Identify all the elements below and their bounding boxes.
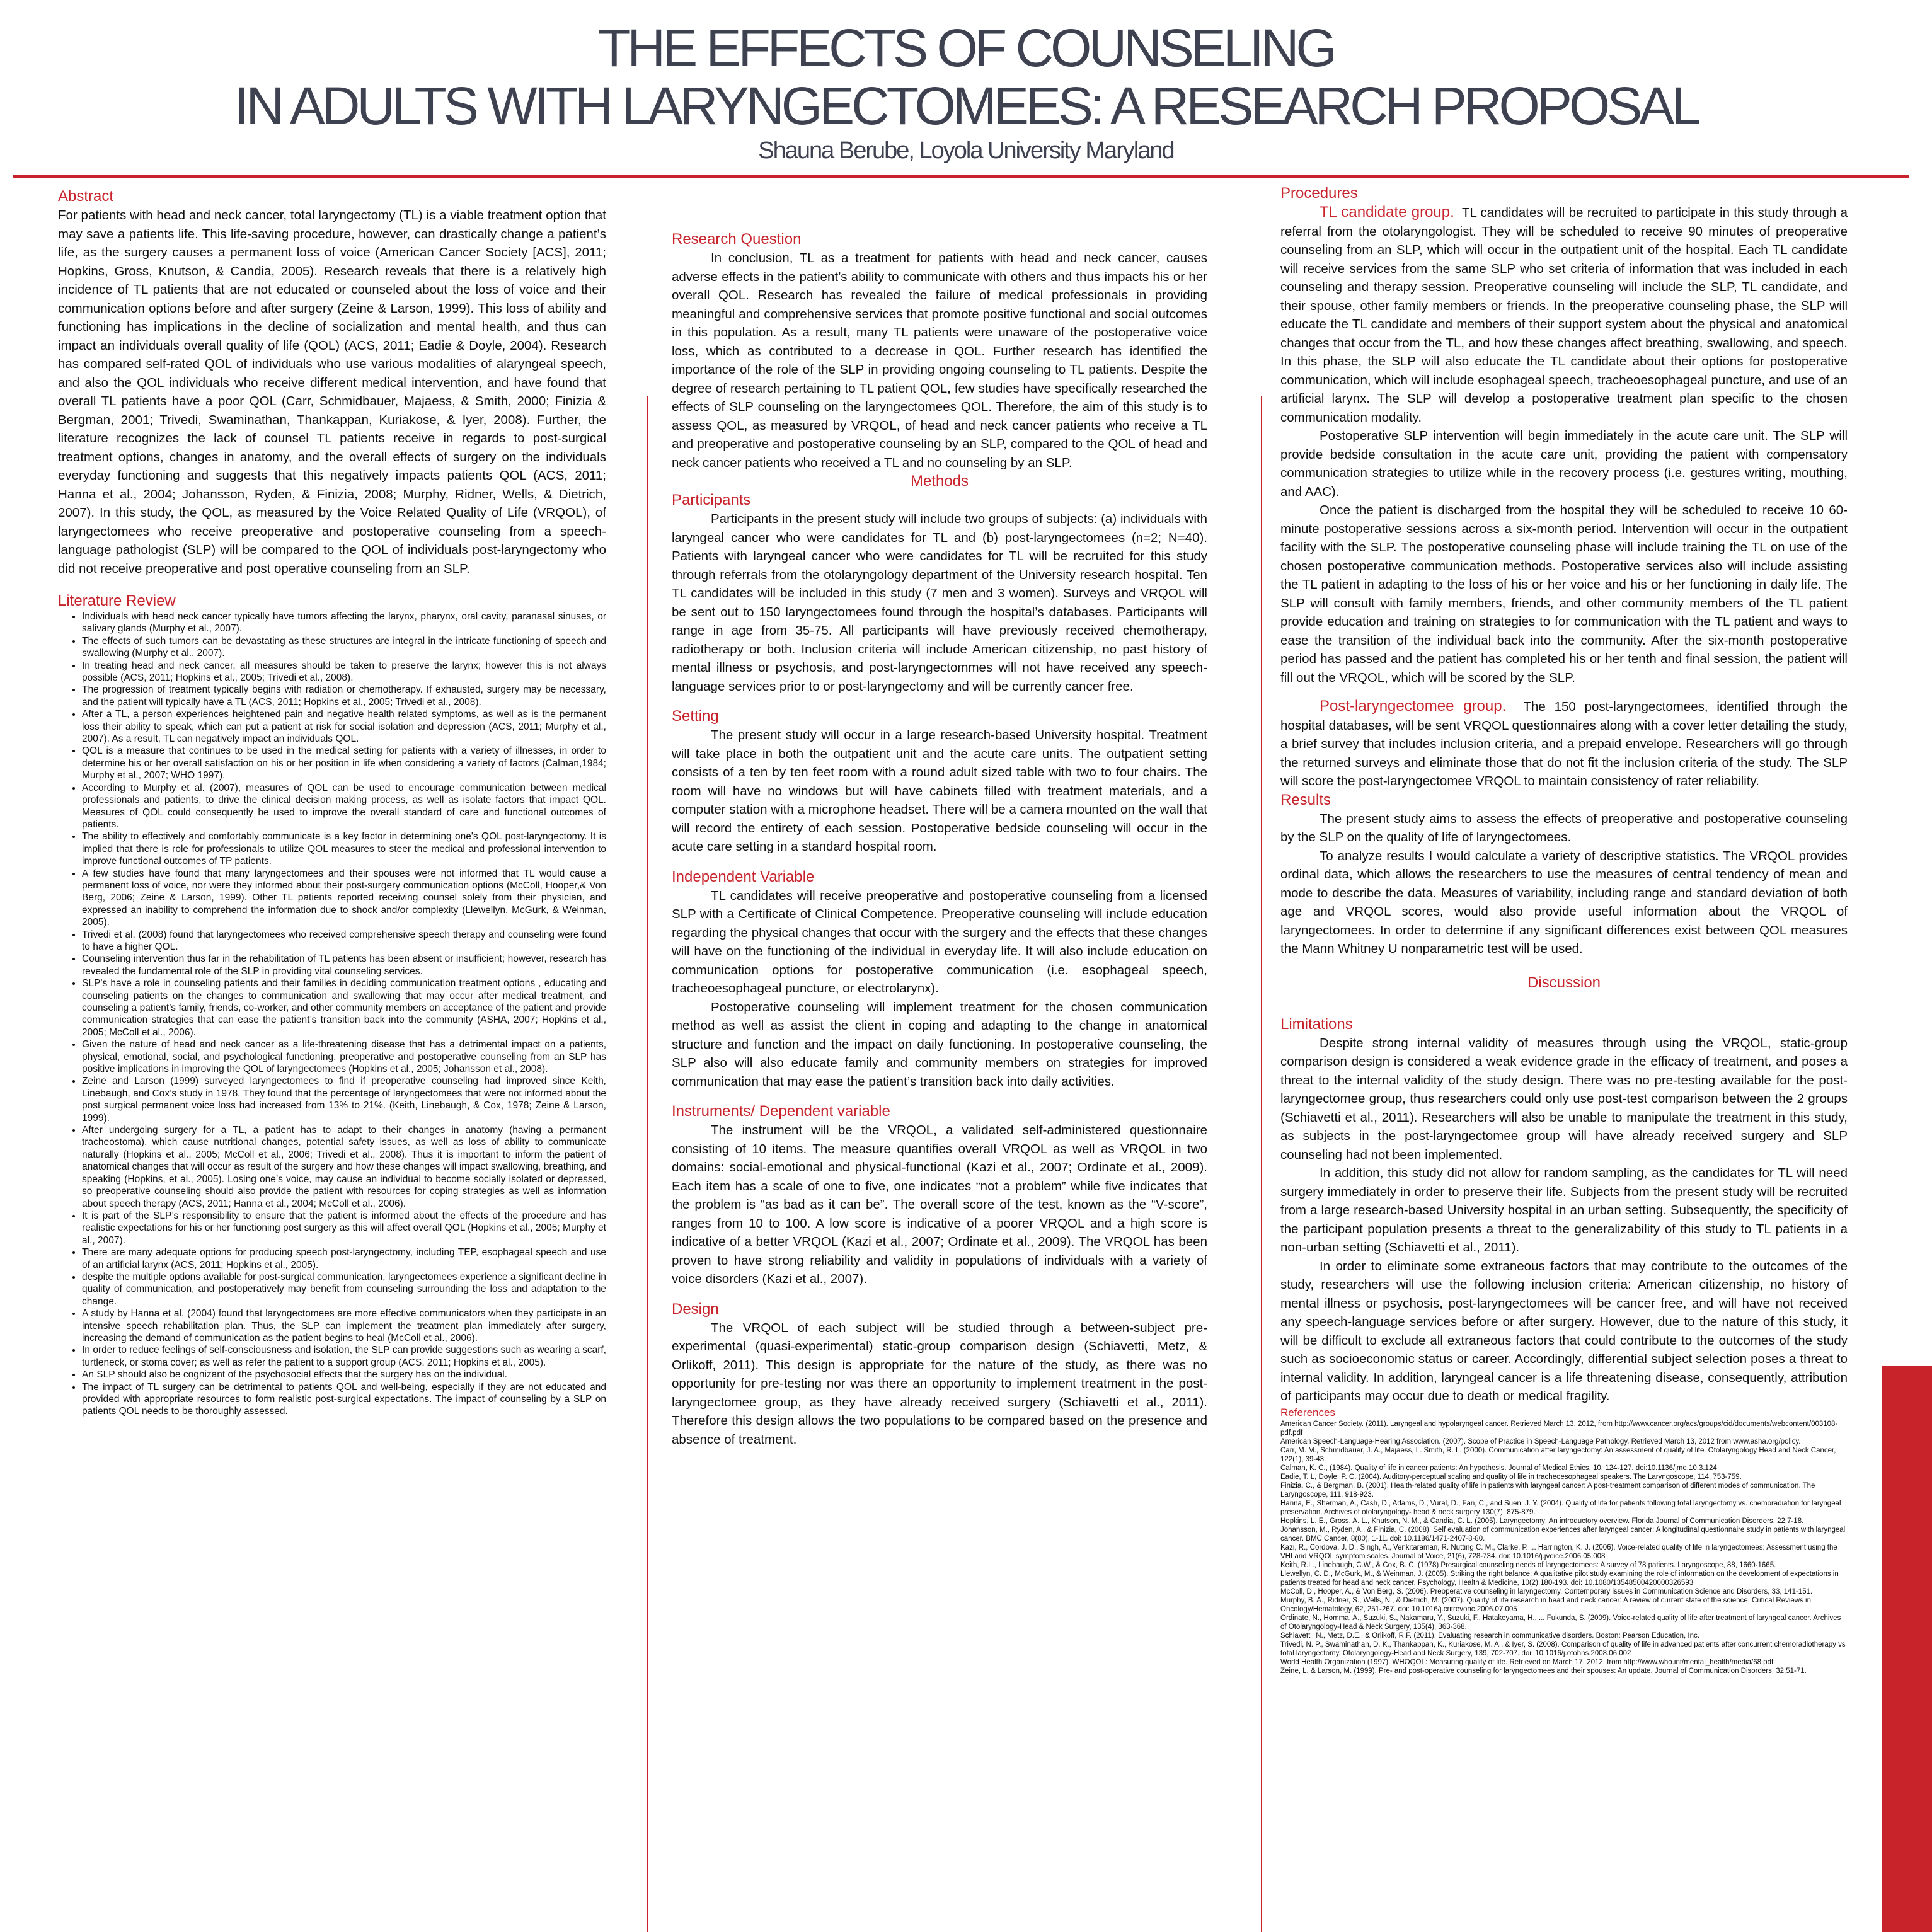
literature-review-item: • There are many adequate options for producing speech post-laryngectomy, including TEP, esophageal speech and use of an artificial larynx (ACS, 2011; Hopkins et al., 2005). (82, 1246, 606, 1271)
literature-review-item: • It is part of the SLP’s responsibility to ensure that the patient is informed about the effects of the procedure and has realistic expectations for his or her functioning post surgery as this will affect overall QOL (Hopkins et al., 2005; Murphy et al., 2007). (82, 1210, 606, 1246)
instruments-text: The instrument will be the VRQOL, a validated self-administered questionnaire consisting of 10 items. The measure quantifies overall VRQOL as well as VRQOL in two domains: social-emotional and physical-functional (Kazi et al., 2007; Ordinate et al., 2009). Each item has a scale of one to five, one indicates “not a problem” while five indicates that the problem is “as bad as it can be”. The overall score of the test, known as the “V-score”, ranges from 10 to 100. A low score is indicative of a poorer VRQOL and a high score is indicative of a better VRQOL (Kazi et al., 2007; Ordinate et al., 2009). The VRQOL has been proven to have strong reliability and validity in populations of individuals with a variety of voice disorders (Kazi et al., 2007). (672, 1123, 1207, 1286)
literature-review-item: • After undergoing surgery for a TL, a patient has to adapt to their changes in anatomy (having a permanent tracheostoma), which cause nutritional changes, potential safety issues, as well as loss of ability to communicate naturally (Hopkins et al., 2005; McColl et al., 2006; Trivedi et al., 2008). Thus it is important to inform the patient of anatomical changes that will occur as result of the surgery and how these changes will impact swallowing, breathing, and speaking (Hopkins, et al., 2005). Losing one’s voice, may cause an individual to become socially isolated or depressed, so preoperative counseling should also provide the patient with resources for coping strategies as well as information about speech therapy (ACS, 2011; Hanna et al., 2004; McColl et al., 2006). (82, 1124, 606, 1210)
limitations-text-1: Despite strong internal validity of measures through using the VRQOL, static-group comparison design is considered a weak evidence grade in the efficacy of treatment, and poses a threat to the internal validity of the study design. There was no pre-testing available for the post-laryngectomee group, thus researchers could only use post-test comparison between the 2 groups (Schiavetti et al., 2011). Researchers will also be unable to manipulate the treatment in this study, as subjects in the post-laryngectomee group will have already received surgery and SLP counseling had not been implemented. (1280, 1035, 1848, 1162)
reference-item: Keith, R.L., Linebaugh, C.W., & Cox, B. C. (1978) Presurgical counseling needs of laryngectomees: A survey of 78 patients. Laryngoscope, 88, 1660-1665. (1280, 1561, 1776, 1569)
post-laryngectomee-text: The 150 post-laryngectomees, identified through the hospital databases, will be sent VRQOL questionnaires along with a cover letter detailing the study, a brief survey that includes inclusion criteria, and a prepaid envelope. Researchers will go through the returned surveys and eliminate those that do not fit the inclusion criteria of the study. The SLP will score the post-laryngectomee VRQOL to maintain consistency of rater reliability. (1280, 699, 1848, 788)
post-laryngectomee-paragraph (1280, 697, 1848, 791)
poster-title-line-1: THE EFFECTS OF COUNSELING (598, 18, 1334, 78)
research-question-text: In conclusion, TL as a treatment for patients with head and neck cancer, causes adverse effects in the patient’s ability to communicate with others and thus impacts his or her overall QOL. Research has revealed the failure of medical professionals in providing meaningful and comprehensive services that promote positive functional and social outcomes in this population. As a result, many TL patients were unaware of the postoperative voice loss, which as contributed to a decrease in QOL. Further research has identified the importance of the role of the SLP in providing ongoing counseling to TL patients. Despite the degree of research pertaining to TL patient QOL, few studies have specifically researched the effects of SLP counseling on the laryngectomees QOL. Therefore, the aim of this study is to assess QOL, as measured by VRQOL, of head and neck cancer patients who receive a TL and preoperative and postoperative counseling by an SLP, compared to the QOL of head and neck cancer patients who received a TL and no counseling by an SLP. (672, 251, 1207, 470)
literature-review-item: • A few studies have found that many laryngectomees and their spouses were not informed that TL would cause a permanent loss of voice, nor were they informed about their post-surgery communication options (McColl, Hooper,& Von Berg, 2006; Zeine & Larson, 1999). Other TL patients reported receiving counsel solely from their physician, and expressed an inability to comprehend the information due to shock and/or complexity (Llewellyn, McGurk, & Weinman, 2005). (82, 868, 606, 929)
column-left (58, 187, 606, 1418)
literature-review-item: • According to Murphy et al. (2007), measures of QOL can be used to encourage communication between medical professionals and patients, to drive the clinical decision making process, as well as isolate factors that impact QOL. Measures of QOL could consequently be used to improve the overall standard of care and functional outcomes of patients. (82, 782, 606, 831)
design-text: The VRQOL of each subject will be studied through a between-subject pre-experimental (quasi-experimental) static-group comparison design (Schiavetti, Metz, & Orlikoff, 2011). This design is appropriate for the nature of the study, as there was no opportunity for pre-testing nor was there an opportunity to implement treatment in the post-laryngectomee group, as they have already received surgery (Schiavetti et al., 2011). Therefore this design allows the two populations to be compared based on the presence and absence of treatment. (672, 1320, 1207, 1447)
reference-item: Kazi, R., Cordova, J. D., Singh, A., Venkitaraman, R. Nutting C. M., Clarke, P. ... Harrington, K. J. (2006). Voice-related quality of life in laryngectomees: Assessment using the VHI and VRQOL symptom scales. Journal of Voice, 21(6), 728-734. doi: 10.1016/j.jvoice.2006.05.008 (1280, 1543, 1837, 1560)
post-laryngectomee-label: Post-laryngectomee group. (1320, 698, 1507, 715)
reference-item: Zeine, L. & Larson, M. (1999). Pre- and post-operative counseling for laryngectomees and their spouses: An update. Journal of Communication Disorders, 32,51-71. (1280, 1667, 1807, 1675)
author-line: Shauna Berube, Loyola University Maryland (758, 137, 1174, 164)
reference-item: Trivedi, N. P., Swaminathan, D. K., Thankappan, K., Kuriakose, M. A., & Iyer, S. (2008). Comparison of quality of life in advanced patients after concurrent chemoradiotherapy vs total laryngectomy. Otolaryngology-Head and Neck Surgery, 139, 702-707. doi: 10.1016/j.otohns.2008.06.002 (1280, 1640, 1846, 1657)
column-right (1280, 184, 1848, 1676)
limitations-text-2: In addition, this study did not allow for random sampling, as the candidates for TL will need surgery immediately in order to preserve their life. Subjects from the present study will be recruited from a large research-based University hospital in an urban setting. Subsequently, the specificity of the participant population presents a threat to the generalizability of this study to TL patients in a non-urban setting (Schiavetti et al., 2011). (1280, 1166, 1848, 1255)
literature-review-item: • despite the multiple options available for post-surgical communication, laryngectomees experience a significant decline in quality of communication, and postoperatively may benefit from counseling surrounding the loss and adaptation to the change. (82, 1271, 606, 1308)
red-edge-bar (1882, 1366, 1932, 1932)
procedures-heading: Procedures (1280, 185, 1358, 202)
literature-review-item: • The impact of TL surgery can be detrimental to patients QOL and well-being, especially if they are not educated and provided with appropriate resources to form realistic post-surgical expectations. The impact of counseling by a SLP on patients QOL needs to be thoroughly assessed. (82, 1381, 606, 1418)
setting-heading: Setting (672, 708, 719, 725)
literature-review-item: • After a TL, a person experiences heightened pain and negative health related symptoms, as well as is the permanent loss their ability to speak, which can put a patient at risk for social isolation and depression (ACS, 2011; Murphy et al., 2007). As a result, TL can negatively impact an individuals QOL. (82, 708, 606, 745)
abstract-heading: Abstract (58, 188, 114, 205)
reference-item: American Cancer Society. (2011). Laryngeal and hypolaryngeal cancer. Retrieved March 13, 2012, from http://www.cancer.org/acs/groups/cid/documents/webcontent/003108-pdf.pdf (1280, 1420, 1838, 1437)
setting-text: The present study will occur in a large research-based University hospital. Treatment will take place in both the outpatient unit and the acute care units. The outpatient setting consists of a ten by ten feet room with a round adult sized table with two to four chairs. The room will have no windows but will have cabinets filled with treatment materials, and a computer station with a microphone headset. There will be a camera mounted on the wall that will record the entirety of each session. Postoperative bedside counseling will occur in the acute care setting in a standard hospital room. (672, 728, 1207, 854)
column-divider-left (647, 396, 648, 1932)
methods-heading: Methods (910, 473, 969, 490)
literature-review-item: • QOL is a measure that continues to be used in the medical setting for patients with a variety of illnesses, in order to determine his or her overall satisfaction on his or her position in life when considering a variety of factors (Calman,1984; Murphy et al., 2007; WHO 1997). (82, 745, 606, 781)
limitations-heading: Limitations (1280, 1015, 1353, 1033)
literature-review-item: • Zeine and Larson (1999) surveyed laryngectomees to find if preoperative counseling had improved since Keith, Linebaugh, and Cox’s study in 1978. They found that the percentage of laryngectomees that were not informed about the post surgical permanent voice loss had increased from 13% to 21%. (Keith, Linebaugh, & Cox, 1978; Zeine & Larson, 1999). (82, 1075, 606, 1124)
references-list (1280, 1420, 1848, 1676)
design-heading: Design (672, 1300, 719, 1318)
literature-review-item: • The progression of treatment typically begins with radiation or chemotherapy. If exhausted, surgery may be necessary, and the patient will typically have a TL (ACS, 2011; Hopkins et al., 2005; Trivedi et al., 2008). (82, 684, 606, 708)
references-heading: References (1280, 1406, 1335, 1418)
results-text-1: The present study aims to assess the effects of preoperative and postoperative counseling by the SLP on the quality of life of laryngectomees. (1280, 811, 1848, 844)
reference-item: McColl, D., Hooper, A., & Von Berg, S. (2006). Preoperative counseling in laryngectomy. Contemporary issues in Communication Science and Disorders, 33, 141-151. (1280, 1587, 1813, 1596)
participants-heading: Participants (672, 492, 751, 509)
literature-review-item: • Trivedi et al. (2008) found that laryngectomees who received comprehensive speech therapy and counseling were found to have a higher QOL. (82, 929, 606, 953)
reference-item: Schiavetti, N., Metz, D.E., & Orlikoff, R.F. (2011). Evaluating research in communicative disorders. Boston: Pearson Education, Inc. (1280, 1631, 1699, 1640)
independent-variable-text-1: TL candidates will receive preoperative and postoperative counseling from a licensed SLP with a Certificate of Clinical Competence. Preoperative counseling will include education regarding the physical changes that occur with the surgery and the effects that these changes will have on the functioning of the individual in everyday life. It will also include education on communication options for postoperative communication (i.e. esophageal speech, tracheoesophageal puncture, or electrolarynx). (672, 888, 1207, 996)
literature-review-item: • The ability to effectively and comfortably communicate is a key factor in determining one's QOL post-laryngectomy. It is implied that there is role for professionals to utilize QOL measures to steer the medical and professional intervention to improve functional outcomes of TP patients. (82, 831, 606, 867)
literature-review-item: • Counseling intervention thus far in the rehabilitation of TL patients has been absent or insufficient; however, research has revealed the fundamental role of the SLP in providing vital counseling services. (82, 953, 606, 977)
literature-review-item: • Given the nature of head and neck cancer as a life-threatening disease that has a detrimental impact on a patients, physical, emotional, social, and psychological functioning, preoperative and postoperative counseling from an SLP has positive implications in improving the QOL of laryngectomees (Hopkins et al., 2005; Johansson et al., 2008). (82, 1038, 606, 1075)
literature-review-item: • In order to reduce feelings of self-consciousness and isolation, the SLP can provide suggestions such as wearing a scarf, turtleneck, or stoma cover; as well as refer the patient to a support group (ACS, 2011; Hopkins et al., 2005). (82, 1344, 606, 1369)
discharge-text: Once the patient is discharged from the hospital they will be scheduled to receive 10 60-minute postoperative sessions across a six-month period. Intervention will occur in the outpatient facility with the SLP. The postoperative counseling phase will include training the TL on use of the chosen postoperative communication methods. Postoperative services also will include assisting the TL patient in adapting to the loss of his or her voice and his or her functioning in daily life. The SLP will consult with family members, friends, and other community members of the TL patient provide education and training on strategies to for communication with the TL patient and ways to ease the transition of the individual back into the community. After the six-month postoperative period has passed and the patient has completed his or her tenth and final session, the patient will fill out the VRQOL, which will be scored by the SLP. (1280, 503, 1848, 685)
reference-item: Johansson, M., Ryden, A., & Finizia, C. (2008). Self evaluation of communication experiences after laryngeal cancer: A longitudinal questionnaire study in patients with laryngeal cancer. BMC Cancer, 8(80), 1-11. doi: 10.1186/1471-2407-8-80. (1280, 1526, 1846, 1543)
tl-candidate-paragraph (1280, 203, 1848, 427)
reference-item: Hopkins, L. E., Gross, A. L., Knutson, N. M., & Candia, C. L. (2005). Laryngectomy: An introductory overview. Florida Journal of Communication Disorders, 22,7-18. (1280, 1517, 1804, 1525)
reference-item: Ordinate, N., Homma, A., Suzuki, S., Nakamaru, Y., Suzuki, F., Hatakeyama, H., ... Fukunda, S. (2009). Voice-related quality of life after treatment of laryngeal cancer. Archives of Otolaryngology-Head & Neck Surgery, 135(4), 363-368. (1280, 1614, 1841, 1631)
reference-item: Eadie, T. L, Doyle, P. C. (2004). Auditory-perceptual scaling and quality of life in tracheoesophageal speakers. The Laryngoscope, 114, 753-759. (1280, 1473, 1742, 1481)
postoperative-text: Postoperative SLP intervention will begin immediately in the acute care unit. The SLP will provide bedside consultation in the acute care unit, providing the patient with compensatory communication strategies to utilize while in the recovery process (i.e. gestures writing, mouthing, and AAC). (1280, 428, 1848, 499)
tl-candidate-text: TL candidates will be recruited to participate in this study through a referral from the otolaryngologist. They will be scheduled to receive 90 minutes of preoperative counseling from an SLP, which will occur in the outpatient unit of the hospital. Each TL candidate will receive services from the same SLP who set criteria of information that was included in each counseling and therapy session. Preoperative counseling will include the SLP, TL candidate, and their spouse, other family members or friends. In the preoperative counseling phase, the SLP will educate the TL candidate and members of their support system about the physical and anatomical changes that occur from the TL, and how these changes affect breathing, swallowing, and speech. In this phase, the SLP will also educate the TL candidate about their options for postoperative communication, which will include esophageal speech, tracheoesophageal puncture, and use of an artificial larynx. The SLP will develop a postoperative treatment plan specific to the chosen communication modality. (1280, 205, 1848, 425)
literature-review-item: • In treating head and neck cancer, all measures should be taken to preserve the larynx; however this is not always possible (ACS, 2011; Hopkins et al., 2005; Trivedi et al., 2008). (82, 660, 606, 684)
literature-review-list (58, 611, 606, 1418)
independent-variable-text-2: Postoperative counseling will implement treatment for the chosen communication method as well as assist the client in coping and adapting to the change in anatomical structure and function and the impact on daily functioning. In postoperative counseling, the SLP also will also educate family and community members on strategies for improved communication that may ease the patient’s transition back into daily activities. (672, 999, 1207, 1089)
instruments-heading: Instruments/ Dependent variable (672, 1103, 890, 1120)
literature-review-item: • Individuals with head neck cancer typically have tumors affecting the larynx, pharynx, oral cavity, paranasal sinuses, or salivary glands (Murphy et al., 2007). (82, 611, 606, 635)
reference-item: World Health Organization (1997). WHOQOL: Measuring quality of life. Retrieved on March 17, 2012, from http://www.who.int/mental_health/media/68.pdf (1280, 1658, 1774, 1666)
reference-item: Carr, M. M., Schmidbauer, J. A., Majaess, L. Smith, R. L. (2000). Communication after laryngectomy: An assessment of quality of life. Otolaryngology Head and Neck Cancer, 122(1), 39-43. (1280, 1446, 1836, 1463)
literature-review-item: • A study by Hanna et al. (2004) found that laryngectomees are more effective communicators when they participate in an intensive speech rehabilitation plan. Thus, the SLP can implement the treatment plan immediately after surgery, increasing the demand of communication as the patient begins to heal (McColl et al., 2006). (82, 1308, 606, 1344)
reference-item: Finizia, C., & Bergman, B. (2001). Health-related quality of life in patients with laryngeal cancer: A post-treatment comparison of different modes of communication. The Laryngoscope, 111, 918-923. (1280, 1481, 1815, 1498)
column-middle (672, 230, 1207, 1449)
poster-title-line-2: IN ADULTS WITH LARYNGECTOMEES: A RESEARCH PROPOSAL (234, 76, 1698, 135)
header-divider (13, 175, 1909, 178)
abstract-text: For patients with head and neck cancer, total laryngectomy (TL) is a viable treatment option that may save a patients life. This life-saving procedure, however, can drastically change a patient’s life, as the surgery causes a permanent loss of voice (American Cancer Society [ACS], 2011; Hopkins, Gross, Knutson, & Candia, 2005). Research reveals that there is a relatively high incidence of TL patients that are not educated or counseled about the loss of voice and their communication options before and after surgery (Zeine & Larson, 1999). This loss of ability and functioning has implications in the decline of socialization and mental health, and thus can impact an individuals overall quality of life (QOL) (ACS, 2011; Eadie & Doyle, 2004). Research has compared self-rated QOL of individuals who use various modalities of alaryngeal speech, and also the QOL individuals who receive different medical intervention, and have found that overall TL patients have a poor QOL (Carr, Schmidbauer, Majaess, & Smith, 2000; Finizia & Bergman, 2001; Trivedi, Swaminathan, Thankappan, Kuriakose, & Iyer, 2008). Further, the literature recognizes the lack of counsel TL patients receive in regards to post-surgical treatment options, changes in anatomy, and the overall effects of surgery on the individuals everyday functioning and suggests that this negatively impacts patients QOL (ACS, 2011; Hanna et al., 2004; Johansson, Ryden, & Finizia, 2008; Murphy, Ridner, Wells, & Dietrich, 2007). In this study, the QOL, as measured by the Voice Related Quality of Life (VRQOL), of laryngectomees who receive preoperative and postoperative counseling from a speech-language pathologist (SLP) will be compared to the QOL of individuals post-laryngectomy who did not receive preoperative and post operative counseling from an SLP. (58, 208, 606, 576)
reference-item: Murphy, B. A., Ridner, S., Wells, N., & Dietrich, M. (2007). Quality of life research in head and neck cancer: A review of current state of the science. Critical Reviews in Oncology/Hematology, 62, 251-267. doi: 10.1016/j.critrevonc.2006.07.005 (1280, 1596, 1811, 1613)
reference-item: Hanna, E., Sherman, A., Cash, D., Adams, D., Vural, D., Fan, C., and Suen, J. Y. (2004). Quality of life for patients following total laryngectomy vs. chemoradiation for laryngeal preservation. Archives of otolaryngology- head & neck surgery 130(7), 875-879. (1280, 1499, 1841, 1516)
independent-variable-heading: Independent Variable (672, 868, 815, 885)
reference-item: American Speech-Language-Hearing Association. (2007). Scope of Practice in Speech-Language Pathology. Retrieved March 13, 2012 from www.asha.org/policy. (1280, 1437, 1801, 1446)
column-divider-right (1261, 396, 1262, 1932)
literature-review-item: • SLP’s have a role in counseling patients and their families in deciding communication treatment options , educating and counseling patients on the changes to communication and swallowing that may occur after medical treatment, and counseling a patient’s family, friends, co-worker, and other community members on acceptance of the patient and provide communication strategies that can ease the patient’s transition back into the community (ASHA, 2007; Hopkins et al., 2005; McColl et al., 2006). (82, 977, 606, 1038)
tl-candidate-label: TL candidate group. (1320, 204, 1454, 221)
results-text-2: To analyze results I would calculate a variety of descriptive statistics. The VRQOL provides ordinal data, which allows the researchers to use the measures of central tendency of mean and mode to describe the data. Measures of variability, including range and standard deviation of both age and VRQOL scores, would also provide useful information about the VRQOL of laryngectomees. In order to determine if any significant differences exist between QOL measures the Mann Whitney U nonparametric test will be used. (1280, 848, 1848, 956)
participants-text: Participants in the present study will include two groups of subjects: (a) individuals with laryngeal cancer who were candidates for TL and (b) post-laryngectomees (n=2; N=40). Patients with laryngeal cancer who were candidates for TL will be recruited for this study through referrals from the otolaryngology department of the University research hospital. Ten TL candidates will be included in this study (7 men and 3 women). Surveys and VRQOL will be sent out to 150 laryngectomees found through the hospital’s databases. Participants will range in age from 35-75. All participants will have previously received chemotherapy, radiotherapy or both. Inclusion criteria will include American citizenship, no past history of mental illness or psychosis, and post-laryngectommes will not have received any speech-language services prior to or post-laryngectomy and will be currently cancer free. (672, 512, 1207, 694)
literature-review-item: • The effects of such tumors can be devastating as these structures are integral in the intricate functioning of speech and swallowing (Murphy et al., 2007). (82, 635, 606, 660)
reference-item: Calman, K. C., (1984). Quality of life in cancer patients: An hypothesis. Journal of Medical Ethics, 10, 124-127. doi:10.1136/jme.10.3.124 (1280, 1464, 1717, 1472)
research-question-heading: Research Question (672, 231, 802, 248)
literature-review-item: • An SLP should also be cognizant of the psychosocial effects that the surgery has on the individual. (82, 1369, 606, 1381)
limitations-text-3: In order to eliminate some extraneous factors that may contribute to the outcomes of the study, researchers will use the following inclusion criteria: American citizenship, no history of mental illness or psychosis, post-laryngectomees will be cancer free, and will have not received any speech-language services before or after surgery. However, due to the nature of this study, it will be difficult to exclude all extraneous factors that could contribute to the outcomes of the study such as socioeconomic status or career. Accordingly, differential subject selection poses a threat to internal validity. In addition, laryngeal cancer is a life threatening disease, consequently, attribution of participants may occur due to death or medical fragility. (1280, 1258, 1848, 1403)
literature-review-heading: Literature Review (58, 592, 176, 609)
results-heading: Results (1280, 791, 1331, 808)
reference-item: Llewellyn, C. D., McGurk, M., & Weinman, J. (2005). Striking the right balance: A qualitative pilot study examining the role of information on the development of expectations in patients treated for head and neck cancer. Psychology, Health & Medicine, 10(2),180-193. doi: 10.1080/13548500420000326593 (1280, 1570, 1839, 1587)
discussion-heading: Discussion (1527, 974, 1601, 991)
